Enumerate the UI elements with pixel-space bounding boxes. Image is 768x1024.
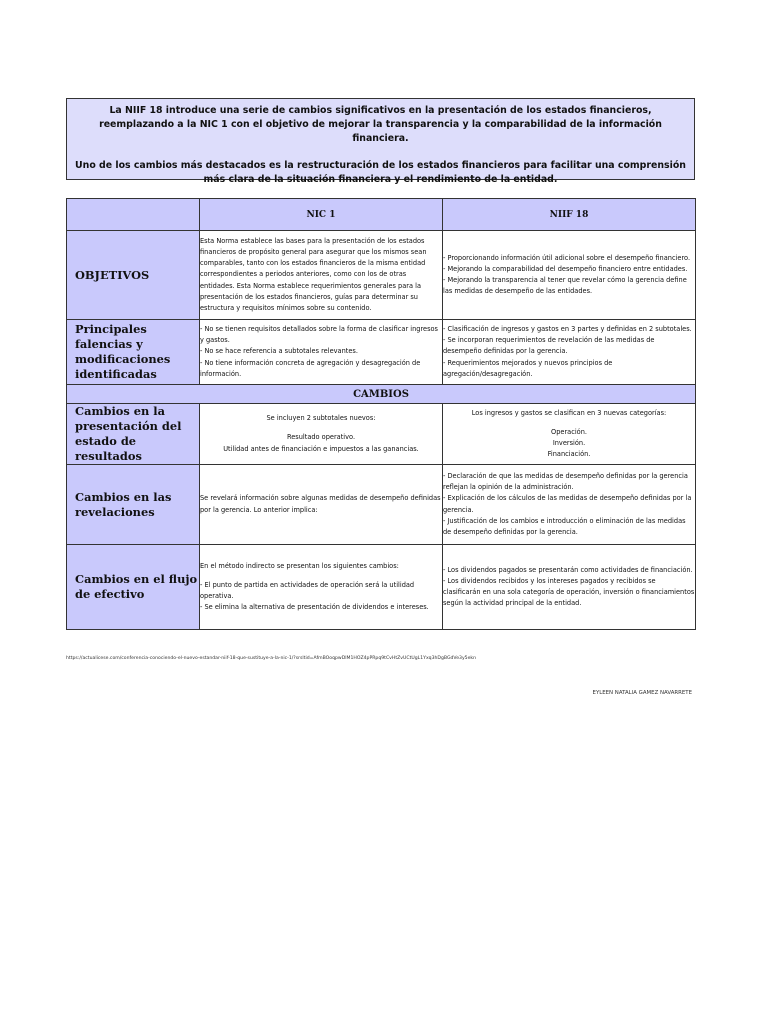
table-row-resultados [67,404,696,465]
row-header-flujo: Cambios en el flujo de efectivo [67,545,200,630]
table-row-objetivos [67,231,696,320]
author-name: EYLEEN NATALIA GAMEZ NAVARRETE [592,690,692,696]
table-row-revelaciones [67,465,696,545]
row-header-falencias: Principales falencias y modificaciones identificadas [67,320,200,385]
list-item: - Se elimina la alternativa de presentación de dividendos e intereses. [200,603,429,612]
column-header-nic1: NIC 1 [200,199,443,231]
flujo-niif18-cell [443,545,696,630]
table-header-row [67,199,696,231]
row-header-resultados: Cambios en la presentación del estado de resultados [67,404,200,465]
flujo-nic1-cell [200,545,443,630]
list-item: - Se incorporan requerimientos de revelación de las medidas de desempeño definidas por la gerencia. [443,336,655,356]
list-item: - No se tienen requisitos detallados sobre la forma de clasificar ingresos y gastos. [200,324,438,345]
list-item: - Los dividendos recibidos y los intereses pagados y recibidos se clasificarán en una sola categoría de operación, inversión o financiamientos según la actividad principal de la entidad. [443,576,695,608]
table-row-falencias [67,320,696,385]
list-item: - Justificación de los cambios e introducción o eliminación de las medidas de desempeño definidas por la gerencia. [443,516,686,536]
list-item: - El punto de partida en actividades de operación será la utilidad operativa. [200,580,415,600]
list-item: Financiación. [547,450,591,459]
cell-intro-text: Los ingresos y gastos se clasifican en 3 nuevas categorías: [471,408,667,417]
section-band-row [67,385,696,404]
intro-paragraph-2: Uno de los cambios más destacados es la restructuración de los estados financieros para facilitar una comprensión más clara de la situación financiera y el rendimiento de la entidad. [75,160,686,185]
intro-box [66,98,695,185]
resultados-niif18-cell [443,404,696,465]
intro-paragraph-1: La NIIF 18 introduce una serie de cambios significativos en la presentación de los estados financieros, reemplazando a la NIC 1 con el objetivo de mejorar la transparencia y la comparabilidad de la información financiera. [99,105,662,144]
comparison-table [66,198,696,630]
table-row-flujo [67,545,696,630]
list-item: - Mejorando la transparencia al tener que revelar cómo la gerencia define las medidas de desempeño de las entidades. [443,276,687,296]
list-item: - Clasificación de ingresos y gastos en 3 partes y definidas en 2 subtotales. [443,324,692,333]
objetivos-niif18-cell [443,231,696,320]
list-item: Resultado operativo. [286,433,356,442]
resultados-nic1-cell [200,404,443,465]
list-item: Utilidad antes de financiación e impuestos a las ganancias. [223,444,419,453]
cell-intro-text: En el método indirecto se presentan los siguientes cambios: [200,561,399,570]
list-item: - Proporcionando información útil adicional sobre el desempeño financiero. [443,253,691,262]
header-corner-cell [67,199,200,231]
list-item: Inversión. [552,439,586,447]
row-header-revelaciones: Cambios en las revelaciones [67,465,200,545]
section-band-cambios: CAMBIOS [67,385,696,404]
falencias-nic1-cell [200,320,443,385]
column-header-niif18: NIIF 18 [443,199,696,231]
list-item: - Los dividendos pagados se presentarán como actividades de financiación. [443,565,693,574]
list-item: - Declaración de que las medidas de desempeño definidas por la gerencia reflejan la opinión de la administración. [443,471,688,492]
source-url-link[interactable]: https://actualicese.com/conferencia-conociendo-el-nuevo-estandar-niif-18-que-sustituye-a-la-nic-1/?srsltid=AfmBOoqpwDlM1HOZ4pPRpq9tCvHtZvUCtUgL1Yxq3hDgBGdVe3y5ekn [66,656,476,661]
list-item: - Explicación de los cálculos de las medidas de desempeño definidas por la gerencia. [443,494,692,514]
revelaciones-niif18-cell [443,465,696,545]
cell-intro-text: Se incluyen 2 subtotales nuevos: [266,414,376,423]
list-item: Operación. [551,427,587,436]
revelaciones-nic1-cell: Se revelará información sobre algunas medidas de desempeño definidas por la gerencia. Lo anterior implica: [200,465,443,545]
list-item: - No se hace referencia a subtotales relevantes. [200,347,358,356]
row-header-objetivos: OBJETIVOS [67,231,200,320]
list-item: - Mejorando la comparabilidad del desempeño financiero entre entidades. [443,264,688,273]
list-item: - No tiene información concreta de agregación y desagregación de información. [200,358,421,378]
falencias-niif18-cell [443,320,696,385]
objetivos-nic1-cell: Esta Norma establece las bases para la presentación de los estados financieros de propósito general para asegurar que los mismos sean comparables, tanto con los estados financieros de la misma entidad correspondientes a periodos anteriores, como con los de otras entidades. Esta Norma establece requerimientos generales para la presentación de los estados financieros, guías para determinar su estructura y requisitos mínimos sobre su contenido. [200,231,443,320]
list-item: - Requerimientos mejorados y nuevos principios de agregación/desagregación. [443,358,613,378]
